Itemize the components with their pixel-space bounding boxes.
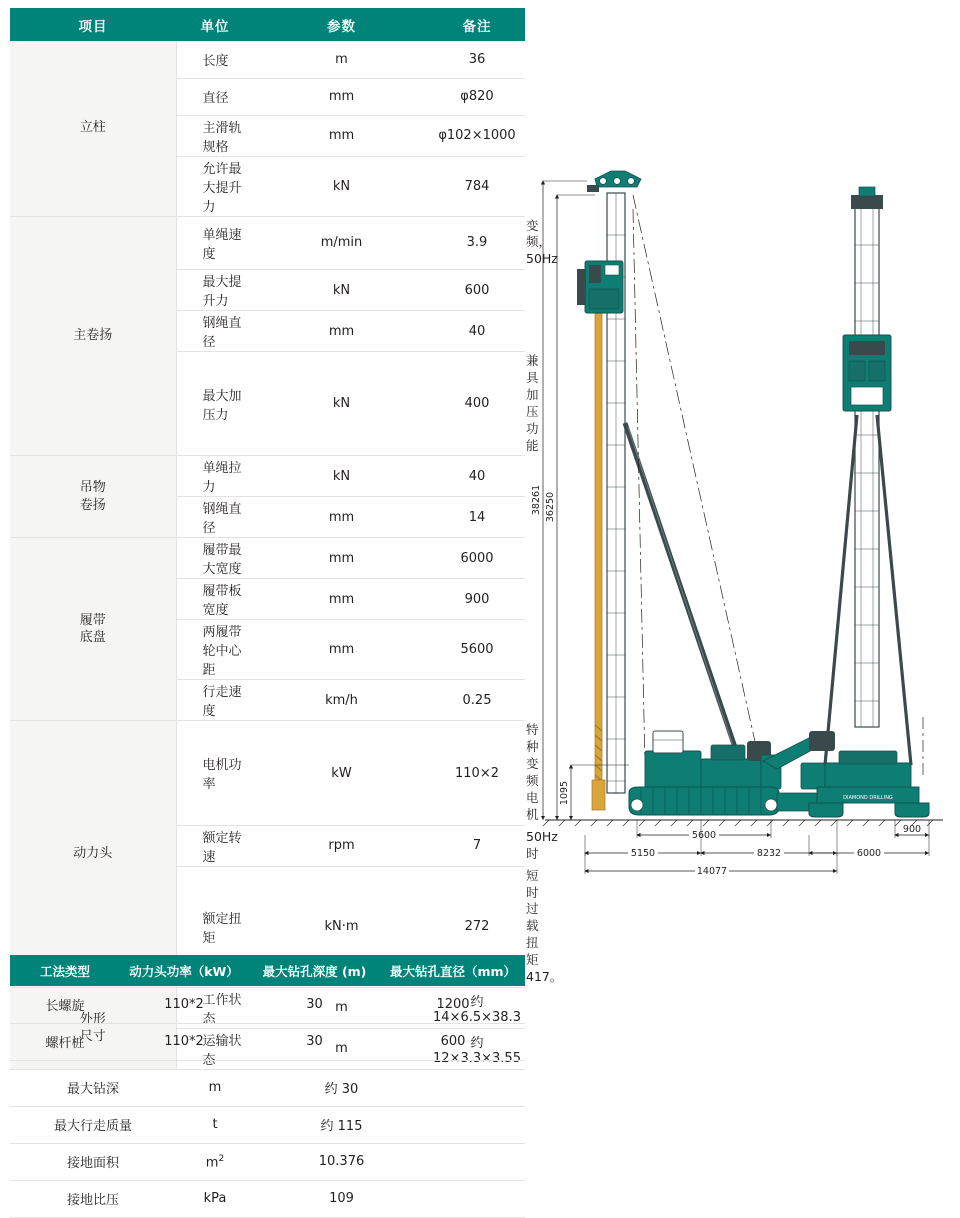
row-value: 0.25 bbox=[429, 680, 525, 721]
table-row bbox=[10, 1180, 525, 1217]
row-label: 允许最大提升力 bbox=[176, 156, 254, 216]
table-row: 最大加压力 kN 400 兼具加压功能 bbox=[10, 352, 525, 456]
row-label: 接地面积 bbox=[10, 1143, 176, 1180]
col-header-unit: 单位 bbox=[176, 8, 254, 41]
row-value: 272 bbox=[429, 866, 525, 987]
dim-label-14077: 14077 bbox=[696, 866, 728, 877]
group-label: 履带 底盘 bbox=[10, 538, 176, 721]
row-note bbox=[429, 1069, 525, 1106]
group-label: 外形 尺寸 bbox=[10, 987, 176, 1069]
table-row bbox=[10, 1069, 525, 1106]
row-unit: rpm bbox=[254, 825, 429, 866]
row-unit: kW bbox=[254, 721, 429, 825]
table-row: 动力头 电机功率 kW 110×2 特种变频电机 bbox=[10, 721, 525, 825]
dim-label-6000: 6000 bbox=[856, 848, 882, 859]
dimension-14077 bbox=[585, 853, 837, 877]
ground-line bbox=[543, 820, 943, 826]
table-row bbox=[10, 1106, 525, 1143]
row-unit: km/h bbox=[254, 680, 429, 721]
method-value-cell: 30 bbox=[248, 986, 381, 1023]
row-label: 两履带轮中心距 bbox=[176, 620, 254, 680]
row-label: 接地比压 bbox=[10, 1180, 176, 1217]
row-unit: m bbox=[254, 1028, 429, 1069]
mast-front bbox=[851, 187, 883, 727]
row-value: 约 14×6.5×38.3 bbox=[429, 987, 525, 1028]
row-note bbox=[429, 1143, 525, 1180]
side-view-machine bbox=[577, 171, 837, 815]
table-row bbox=[10, 456, 525, 497]
dim-label-1095: 1095 bbox=[559, 780, 570, 806]
group-label: 动力头 bbox=[10, 721, 176, 987]
row-label: 电机功率 bbox=[176, 721, 254, 825]
table-row: 额定转速 rpm 7 50Hz 时 bbox=[10, 825, 525, 866]
row-label: 行走速度 bbox=[176, 680, 254, 721]
method-type-cell: 长螺旋 bbox=[10, 986, 120, 1023]
auger-drill-string bbox=[592, 283, 605, 810]
row-value: 110×2 bbox=[429, 721, 525, 825]
row-value: 40 bbox=[429, 311, 525, 352]
row-value: 6000 bbox=[429, 538, 525, 579]
row-value: 900 bbox=[429, 579, 525, 620]
row-unit: kN bbox=[254, 456, 429, 497]
row-value: 600 bbox=[429, 270, 525, 311]
row-label: 直径 bbox=[176, 78, 254, 115]
dimension-5600 bbox=[637, 820, 771, 841]
row-label: 履带板宽度 bbox=[176, 579, 254, 620]
col-header-note: 备注 bbox=[429, 8, 525, 41]
row-value: 14 bbox=[429, 497, 525, 538]
row-unit: kN bbox=[254, 270, 429, 311]
table-row: 主卷扬 单绳速度 m/min 3.9 变频，50Hz bbox=[10, 216, 525, 270]
row-unit: m bbox=[254, 41, 429, 78]
dim-label-5150: 5150 bbox=[630, 848, 656, 859]
table-row bbox=[10, 41, 525, 78]
row-unit: kPa bbox=[176, 1180, 254, 1217]
method-value-cell: 1200 bbox=[381, 986, 525, 1023]
row-note bbox=[429, 1106, 525, 1143]
row-unit: mm bbox=[254, 497, 429, 538]
row-value: φ102×1000 bbox=[429, 115, 525, 156]
row-value: 7 bbox=[429, 825, 525, 866]
rotary-drive-head-side bbox=[577, 261, 623, 313]
table-row bbox=[10, 986, 525, 1023]
row-value: 约 30 bbox=[254, 1069, 429, 1106]
row-unit: mm bbox=[254, 115, 429, 156]
method-type-cell: 螺杆桩 bbox=[10, 1023, 120, 1060]
dimension-6000 bbox=[809, 835, 929, 859]
crawler-base-side bbox=[629, 731, 781, 815]
row-label: 最大提升力 bbox=[176, 270, 254, 311]
dim-label-8232: 8232 bbox=[756, 848, 782, 859]
svg-text:DIAMOND DRILLING: DIAMOND DRILLING bbox=[843, 795, 893, 801]
method-table-header-row bbox=[10, 955, 525, 986]
row-label: 最大行走质量 bbox=[10, 1106, 176, 1143]
row-label: 工作状态 bbox=[176, 987, 254, 1028]
row-note bbox=[429, 1180, 525, 1217]
row-label: 额定扭矩 bbox=[176, 866, 254, 987]
row-value: 约 12×3.3×3.55 bbox=[429, 1028, 525, 1069]
row-unit: mm bbox=[254, 620, 429, 680]
row-label: 最大钻深 bbox=[10, 1069, 176, 1106]
row-value: 3.9 bbox=[429, 216, 525, 270]
mast-swing-reference-lines bbox=[633, 195, 758, 765]
method-value-cell: 600 bbox=[381, 1023, 525, 1060]
col-header-method-type: 工法类型 bbox=[10, 955, 120, 986]
table-row bbox=[10, 1143, 525, 1180]
table-row bbox=[10, 1023, 525, 1060]
machine-technical-drawing bbox=[525, 165, 955, 885]
method-value-cell: 30 bbox=[248, 1023, 381, 1060]
row-value: 5600 bbox=[429, 620, 525, 680]
table-row: 额定扭矩 kN·m 272 短时过载扭矩417。 bbox=[10, 866, 525, 987]
row-unit: kN bbox=[254, 352, 429, 456]
row-label: 最大加压力 bbox=[176, 352, 254, 456]
mast-support-strut bbox=[625, 423, 741, 765]
row-unit: m bbox=[176, 1069, 254, 1106]
row-value: 109 bbox=[254, 1180, 429, 1217]
row-label: 钢绳直径 bbox=[176, 311, 254, 352]
row-label: 单绳速度 bbox=[176, 216, 254, 270]
row-label: 钢绳直径 bbox=[176, 497, 254, 538]
row-unit: kN bbox=[254, 156, 429, 216]
row-unit: mm bbox=[254, 579, 429, 620]
dim-label-5600: 5600 bbox=[691, 830, 717, 841]
method-value-cell: 110*2 bbox=[120, 1023, 248, 1060]
col-header-item: 项目 bbox=[10, 8, 176, 41]
table-row bbox=[10, 538, 525, 579]
row-value: φ820 bbox=[429, 78, 525, 115]
group-label: 主卷扬 bbox=[10, 216, 176, 456]
row-unit: m/min bbox=[254, 216, 429, 270]
col-header-max-depth: 最大钻孔深度 (m) bbox=[248, 955, 381, 986]
row-unit: t bbox=[176, 1106, 254, 1143]
dim-label-38261: 38261 bbox=[531, 484, 542, 516]
row-label: 单绳拉力 bbox=[176, 456, 254, 497]
row-value: 约 115 bbox=[254, 1106, 429, 1143]
front-view-machine bbox=[809, 187, 929, 817]
method-table bbox=[10, 955, 525, 1061]
row-label: 运输状态 bbox=[176, 1028, 254, 1069]
row-value: 10.376 bbox=[254, 1143, 429, 1180]
row-label: 额定转速 bbox=[176, 825, 254, 866]
method-value-cell: 110*2 bbox=[120, 986, 248, 1023]
method-table-mount bbox=[10, 955, 525, 1061]
row-value: 40 bbox=[429, 456, 525, 497]
table-header-row bbox=[10, 8, 525, 41]
row-unit: kN·m bbox=[254, 866, 429, 987]
row-unit: $m^2$ bbox=[176, 1143, 254, 1180]
row-unit: m bbox=[254, 987, 429, 1028]
col-header-value: 参数 bbox=[254, 8, 429, 41]
row-label: 长度 bbox=[176, 41, 254, 78]
row-value: 36 bbox=[429, 41, 525, 78]
rotary-drive-head-front bbox=[843, 335, 891, 411]
row-unit: mm bbox=[254, 311, 429, 352]
dimension-5150 bbox=[585, 820, 701, 859]
group-label: 吊物 卷扬 bbox=[10, 456, 176, 538]
dim-label-900: 900 bbox=[902, 824, 922, 835]
dimension-900 bbox=[895, 820, 929, 838]
row-label: 履带最大宽度 bbox=[176, 538, 254, 579]
col-header-max-diameter: 最大钻孔直径（mm） bbox=[381, 955, 525, 986]
row-value: 400 bbox=[429, 352, 525, 456]
group-label: 立柱 bbox=[10, 41, 176, 216]
dim-label-36250: 36250 bbox=[545, 491, 556, 523]
row-value: 784 bbox=[429, 156, 525, 216]
row-label: 主滑轨规格 bbox=[176, 115, 254, 156]
row-unit: mm bbox=[254, 538, 429, 579]
col-header-power: 动力头功率（kW） bbox=[120, 955, 248, 986]
method-table-body bbox=[10, 986, 525, 1060]
row-unit: mm bbox=[254, 78, 429, 115]
